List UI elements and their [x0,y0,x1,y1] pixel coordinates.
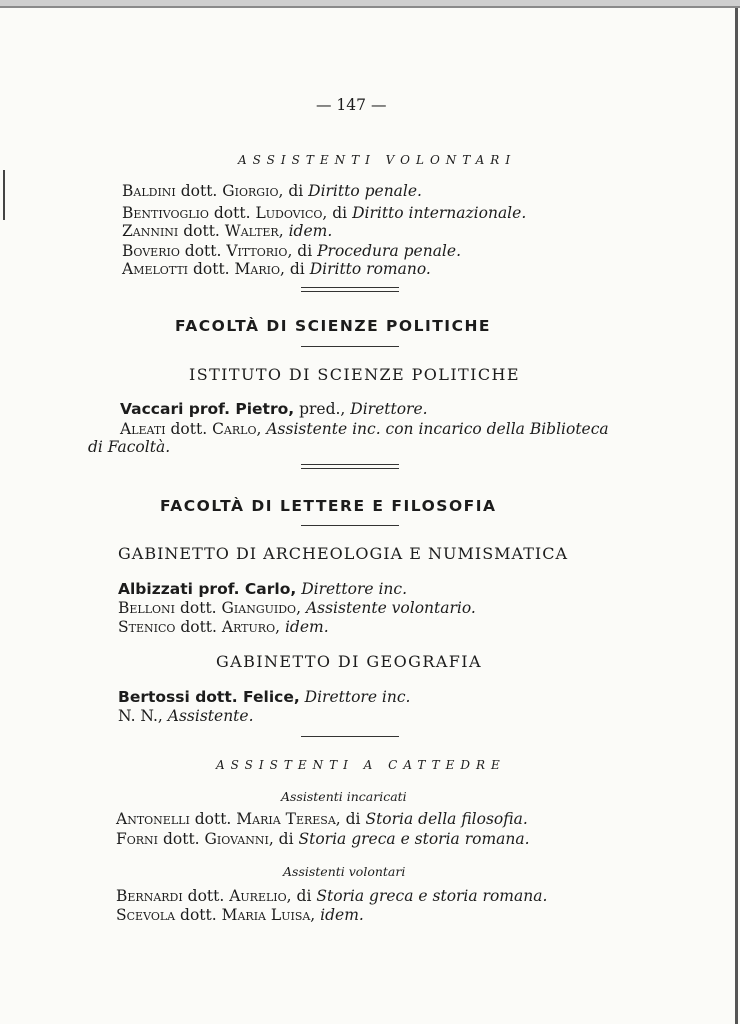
first-name: Walter [224,222,279,240]
subject: idem. [320,906,364,924]
separator: , di [268,830,299,848]
first-name: Vittorio [226,242,288,260]
title: dott. [189,810,237,828]
title: dott. [178,222,225,240]
istituto-scienze-heading: ISTITUTO DI SCIENZE POLITICHE [189,365,520,384]
surname: Scevola [116,906,176,924]
list-item [116,809,528,829]
surname: Stenico [118,618,176,636]
title: dott. [182,887,230,905]
divider [301,291,399,292]
page-left-mark [3,170,5,220]
first-name: Maria Teresa [236,810,336,828]
divider [301,736,399,737]
surname: Amelotti [122,260,189,278]
facolta-lettere-heading: FACOLTÀ DI LETTERE E FILOSOFIA [160,497,497,515]
assistenti-cattedre-heading: ASSISTENTI A CATTEDRE [216,758,506,772]
surname: Antonelli [116,810,190,828]
subject: Diritto penale. [308,182,422,200]
title: dott. [208,204,256,222]
divider [301,468,399,469]
list-item [118,617,329,637]
surname: Baldini [122,182,176,200]
page-right-edge [735,8,738,1024]
role-continuation: di Facoltà. [88,438,171,456]
role: Direttore inc. [301,580,408,598]
list-item [122,181,422,201]
list-item [118,687,411,707]
subject: Storia greca e storia romana. [316,887,548,905]
role: idem. [284,618,329,636]
title: dott. [188,260,235,278]
list-item [116,829,530,849]
first-name: Carlo [212,420,257,438]
divider [301,464,399,465]
separator: , di [286,887,317,905]
title: dott. [158,830,205,848]
page-top-border [0,6,740,8]
surname: Forni [116,830,159,848]
separator: , [310,906,321,924]
first-name: Giovanni [204,830,269,848]
name: N. N., [118,707,168,725]
surname: Aleati [120,420,166,438]
first-name: Arturo [221,618,276,636]
surname: Belloni [118,599,176,617]
first-name: Aurelio [229,887,287,905]
list-item [122,221,332,241]
separator: , [256,420,267,438]
surname: Bentivoglio [122,204,209,222]
divider [301,525,399,526]
list-item [118,598,476,618]
role: Assistente. [167,707,254,725]
subject: Procedura penale. [317,242,461,260]
title: pred., [294,400,351,418]
role: Direttore inc. [304,688,411,706]
director-name: Vaccari prof. Pietro, [120,400,295,418]
page-number: — 147 — [316,96,387,114]
list-item [122,203,526,223]
surname: Boverio [122,242,180,260]
first-name: Mario [234,260,281,278]
divider [301,346,399,347]
first-name: Gianguido [221,599,297,617]
title: dott. [175,618,222,636]
assistenti-volontari-heading: ASSISTENTI VOLONTARI [238,153,517,167]
list-item [120,399,428,419]
subject: Diritto internazionale. [352,204,527,222]
list-item [118,579,407,599]
surname: Zannini [122,222,179,240]
separator: , [275,618,285,636]
gabinetto-geografia-heading: GABINETTO DI GEOGRAFIA [216,652,482,671]
separator: , di [278,182,309,200]
volontari-heading: Assistenti volontari [283,864,406,879]
director-name: Bertossi dott. Felice, [118,688,300,706]
separator: , di [287,242,318,260]
subject: idem. [288,222,333,240]
director-name: Albizzati prof. Carlo, [118,580,297,598]
separator: , [296,599,306,617]
title: dott. [165,420,213,438]
list-item [118,706,254,726]
divider [301,287,399,288]
title: dott. [175,182,223,200]
list-item [122,259,431,279]
list-item [116,886,547,906]
list-item [116,905,364,925]
list-item [120,419,609,439]
title: dott. [175,599,222,617]
title: dott. [179,242,227,260]
separator: , di [280,260,310,278]
role: Direttore. [350,400,428,418]
role: Assistente inc. con incarico della Biblioteca [266,420,609,438]
first-name: Giorgio [222,182,279,200]
role: Assistente volontario. [305,599,476,617]
first-name: Maria Luisa [221,906,311,924]
separator: , [278,222,289,240]
surname: Bernardi [116,887,183,905]
separator: , di [335,810,366,828]
first-name: Ludovico [255,204,323,222]
subject: Diritto romano. [309,260,431,278]
facolta-scienze-heading: FACOLTÀ DI SCIENZE POLITICHE [175,317,492,335]
incaricati-heading: Assistenti incaricati [281,789,407,804]
list-item [122,241,461,261]
subject: Storia greca e storia romana. [298,830,530,848]
title: dott. [175,906,222,924]
gabinetto-archeologia-heading: GABINETTO DI ARCHEOLOGIA E NUMISMATICA [118,544,569,563]
separator: , di [322,204,353,222]
subject: Storia della filosofia. [365,810,528,828]
